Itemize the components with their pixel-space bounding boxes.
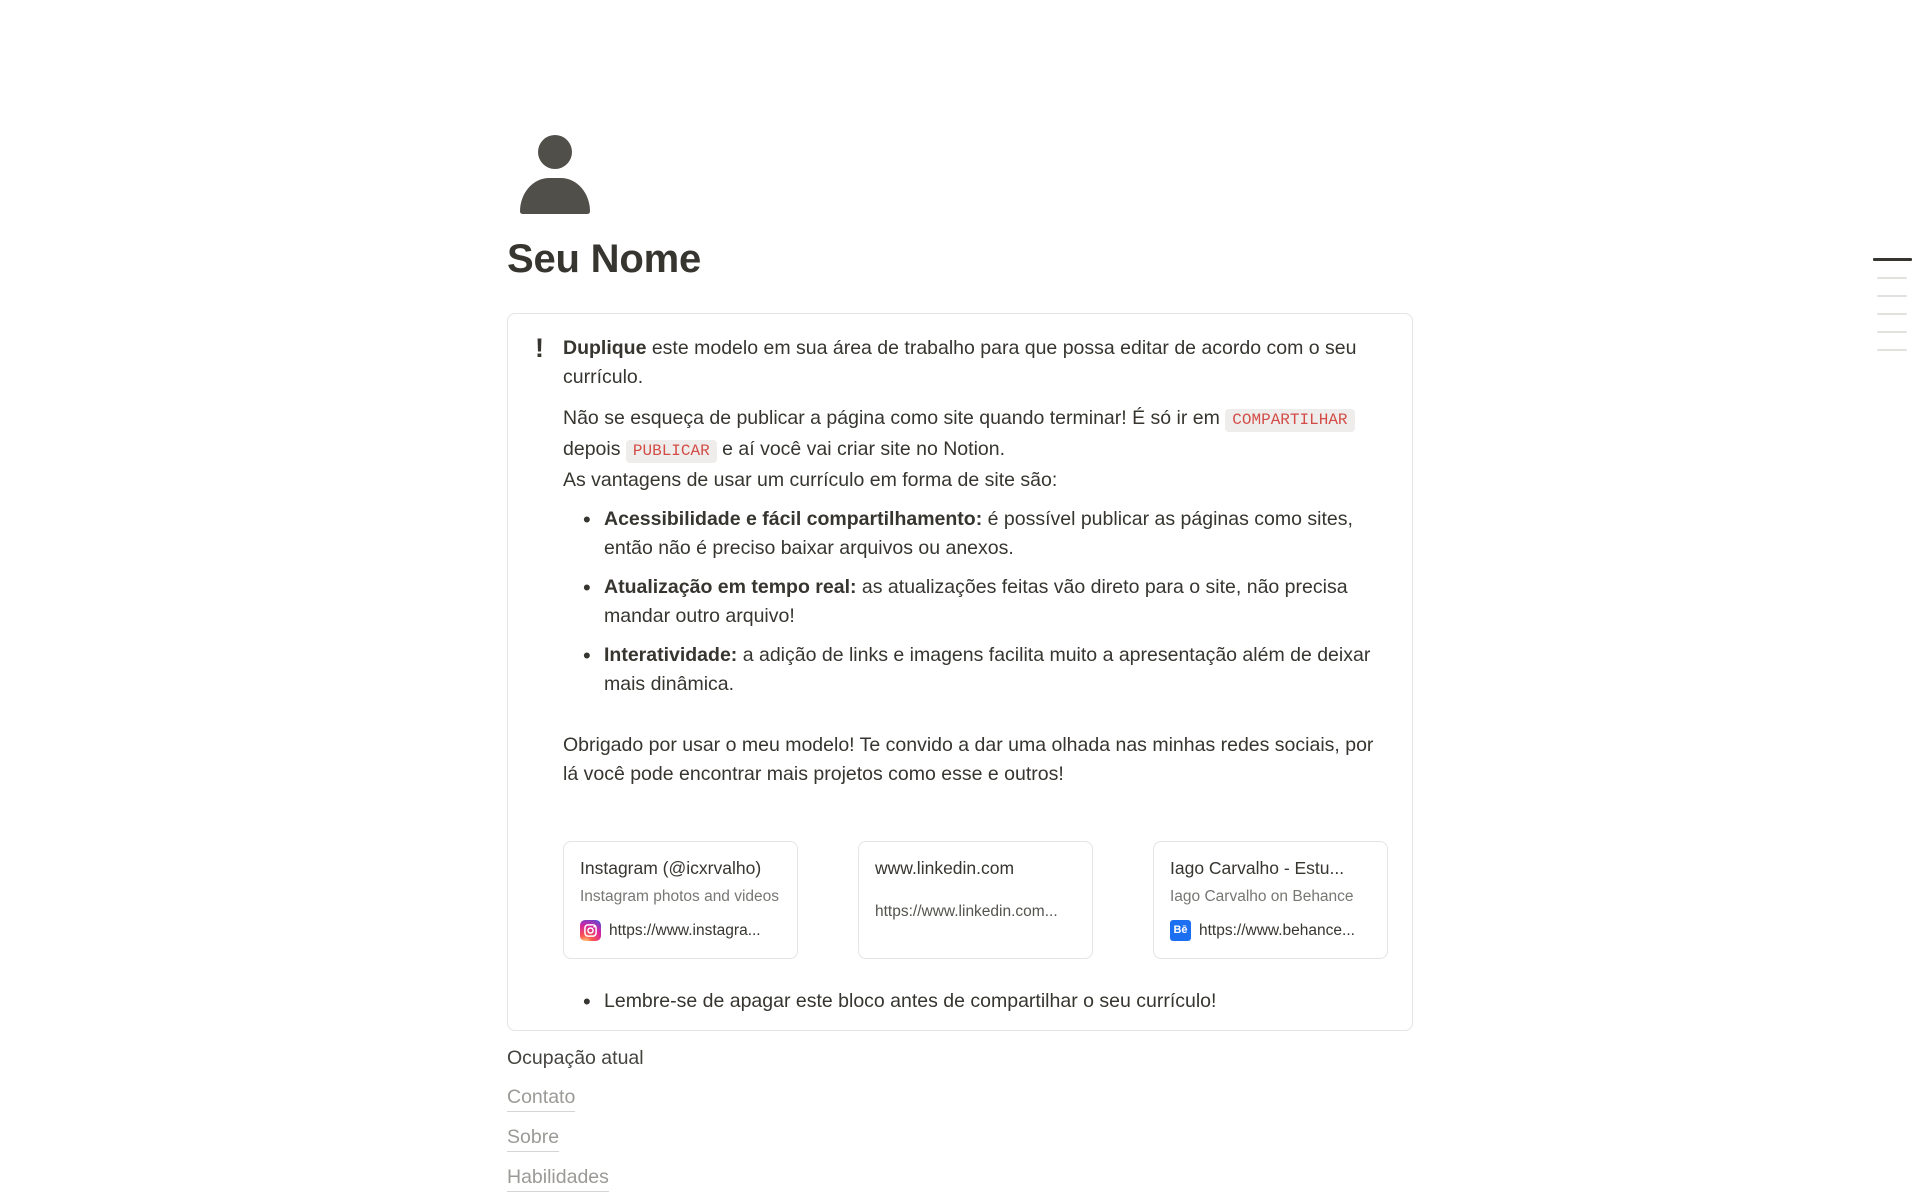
bullet-bold: Acessibilidade e fácil compartilhamento:: [604, 508, 983, 530]
toc-line[interactable]: [1877, 295, 1907, 297]
instagram-icon: [580, 920, 601, 941]
page-link-sobre[interactable]: Sobre: [507, 1124, 559, 1152]
bullet-text: as atualizações feitas vão direto para o site, não precisa mandar outro arquivo!: [604, 576, 1348, 627]
toc-line[interactable]: [1877, 313, 1907, 315]
list-item: [563, 505, 1388, 563]
card-description: Iago Carvalho on Behance: [1170, 888, 1354, 905]
intro-rest: este modelo em sua área de trabalho para que possa editar de acordo com o seu currículo.: [563, 337, 1357, 388]
publish-part2: depois: [563, 438, 626, 460]
toc-line[interactable]: [1877, 277, 1907, 279]
thanks-paragraph: Obrigado por usar o meu modelo! Te convido a dar uma olhada nas minhas redes sociais, por lá você pode encontrar mais projetos como esse e outros!: [563, 734, 1374, 785]
code-badge-publicar: PUBLICAR: [626, 440, 717, 463]
page-link-row: [507, 1124, 1413, 1152]
list-item: • Lembre-se de apagar este bloco antes de compartilhar o seu currículo!: [563, 987, 1388, 1016]
instagram-link-card[interactable]: [563, 841, 798, 959]
card-url-row: [580, 916, 781, 945]
person-icon-head: [538, 135, 572, 169]
publish-paragraph: [563, 404, 1388, 466]
list-item: [563, 641, 1388, 699]
linkedin-link-card[interactable]: [858, 841, 1093, 959]
bullet-bold: Interatividade:: [604, 644, 738, 666]
table-of-contents-indicator: [1873, 258, 1912, 351]
toc-line[interactable]: [1877, 331, 1907, 333]
list-item: [563, 573, 1388, 631]
bullet-bold: Atualização em tempo real:: [604, 576, 857, 598]
card-url: https://www.instagra...: [609, 922, 761, 939]
advantages-lead: As vantagens de usar um currículo em forma de site são:: [563, 469, 1058, 491]
person-icon[interactable]: [520, 135, 590, 214]
card-url: https://www.linkedin.com...: [875, 903, 1058, 920]
page-link-contato[interactable]: Contato: [507, 1084, 575, 1112]
intro-paragraph: [563, 334, 1388, 392]
link-cards-row: [563, 841, 1388, 959]
advantages-list: [563, 505, 1388, 699]
intro-bold: Duplique: [563, 337, 647, 359]
card-url-row: [1170, 916, 1371, 945]
card-title: Iago Carvalho - Estu...: [1170, 858, 1345, 878]
person-icon-body: [520, 178, 590, 214]
callout-block: [507, 313, 1413, 1031]
bullet-text: é possível publicar as páginas como sites, então não é preciso baixar arquivos ou anexos.: [604, 508, 1353, 559]
behance-link-card[interactable]: [1153, 841, 1388, 959]
card-url: https://www.behance...: [1199, 922, 1355, 939]
toc-line[interactable]: [1877, 349, 1907, 351]
card-title: Instagram (@icxrvalho): [580, 858, 762, 878]
code-badge-compartilhar: COMPARTILHAR: [1225, 409, 1354, 432]
exclamation-icon: !: [535, 333, 544, 363]
callout-body: [563, 334, 1388, 1016]
page-link-row: [507, 1164, 1413, 1192]
page-link-row: [507, 1084, 1413, 1112]
card-title: www.linkedin.com: [875, 858, 1015, 878]
card-url-row: [875, 897, 1076, 926]
publish-part1: Não se esqueça de publicar a página como site quando terminar! É só ir em: [563, 407, 1226, 429]
section-heading-ocupacao: Ocupação atual: [507, 1047, 644, 1069]
reminder-list: [563, 987, 1388, 1016]
page-title: Seu Nome: [507, 237, 702, 281]
publish-part3: e aí você vai criar site no Notion.: [716, 438, 1006, 460]
behance-icon: Bē: [1170, 920, 1191, 941]
page-content: [507, 0, 1413, 1192]
card-description: Instagram photos and videos: [580, 888, 780, 905]
page-link-habilidades[interactable]: Habilidades: [507, 1164, 609, 1192]
toc-line-active[interactable]: [1873, 258, 1912, 261]
bullet-text: a adição de links e imagens facilita muito a apresentação além de deixar mais dinâmica.: [604, 644, 1371, 695]
